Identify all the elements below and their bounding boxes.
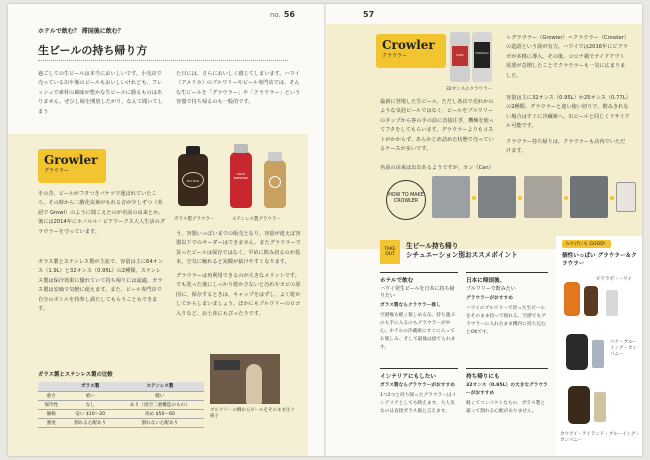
comparison-header: ガラス製 bbox=[65, 382, 116, 391]
crowler-can-left-label: HANA bbox=[452, 46, 468, 66]
page-marker: no. bbox=[270, 11, 281, 19]
crowler-tag bbox=[376, 34, 446, 68]
step-photo bbox=[570, 176, 608, 218]
comparison-header: ステンレス製 bbox=[116, 382, 204, 391]
growler-tag-en: Growler bbox=[44, 153, 98, 167]
take-out-sticker: TAKE OUT bbox=[380, 240, 400, 264]
gutter bbox=[324, 4, 326, 456]
glass-growler-caption: ガラス製グラウラー bbox=[174, 217, 215, 222]
situation-after-return-bubble: グラウラーがおすすめ bbox=[466, 296, 513, 301]
souvenir-badge: みやげにも GOOD！ bbox=[562, 240, 611, 248]
magazine-spread bbox=[8, 4, 642, 456]
situation-after-return bbox=[466, 272, 548, 347]
left-page-number bbox=[270, 10, 298, 19]
glass-growler-label: MAHIKAI bbox=[182, 172, 204, 188]
comparison-header-row bbox=[38, 382, 204, 391]
glass-growler-cap bbox=[186, 146, 200, 155]
row-label: 重さ bbox=[38, 391, 65, 400]
crowler-can-caption: 32オンスのクラウラー bbox=[446, 87, 493, 92]
brewery-pour-photo bbox=[210, 354, 280, 404]
growler-tag bbox=[38, 149, 106, 183]
step-arrow bbox=[518, 196, 522, 200]
souvenir-label-1: ビアラボ・ハワイ bbox=[596, 277, 632, 282]
gold-steel-growler-image bbox=[264, 160, 286, 208]
gold-growler-mark bbox=[269, 176, 281, 188]
gold-growler-cap bbox=[268, 152, 282, 161]
row-label: 価格 bbox=[38, 409, 65, 418]
person-silhouette bbox=[246, 364, 262, 404]
table-cell: なし bbox=[65, 400, 116, 409]
tap-rack bbox=[214, 360, 240, 370]
steel-growler-caption: ステンレス製グラウラー bbox=[232, 217, 281, 222]
growler-col-2: ガラス製とステンレス製が主流で、容量は主に64オンス（1.9L）と32オンス（0.95L）の2種類。ステンレス製は保冷効果に優れていて持ち帰りには最適。ガラス製は安価で気軽に使えます。また、ビール専門店で自分のボトルを持参し満たしてもらうこともできます。 bbox=[38, 259, 164, 313]
table-row bbox=[38, 418, 204, 427]
red-growler-cap bbox=[234, 144, 248, 153]
dark-growler-image bbox=[568, 386, 590, 424]
situation-interior-head: インテリアにもしたい bbox=[380, 374, 436, 380]
row-label: 保冷性 bbox=[38, 400, 65, 409]
right-page-number bbox=[360, 10, 377, 19]
table-cell: 割れる心配あり bbox=[65, 418, 116, 427]
page-number-57: 57 bbox=[363, 10, 375, 19]
tan-can-image bbox=[594, 392, 606, 422]
orange-growler-image bbox=[564, 282, 580, 316]
article-kicker: ホテルで飲む？ 滞国後に飲む？ bbox=[38, 28, 124, 35]
intro-col-1: 過ごしての生ビールは本当においしいです。小売店で売っている缶や瓶のビールもおいしいけれども、フレッシュで素材の風味が豊かな生ビールに勝るものはありません。ぜひし帰を開放したがり、なんて聞いてしまう bbox=[38, 71, 163, 115]
row-label: 強度 bbox=[38, 418, 65, 427]
step-photo bbox=[432, 176, 470, 218]
table-row bbox=[38, 409, 204, 418]
step-arrow bbox=[472, 196, 476, 200]
red-steel-growler-image bbox=[230, 152, 252, 208]
table-cell: あり（真空二重構造のもの） bbox=[116, 400, 204, 409]
situation-hotel-head: ホテルで飲む bbox=[380, 278, 414, 284]
table-row bbox=[38, 391, 204, 400]
step-arrow bbox=[610, 196, 614, 200]
table-cell: 軽い bbox=[116, 391, 204, 400]
situation-interior-body: 1つ2つと持ち帰ったグラウラーはインテリアとしても映えます。大人気なのは直接ガラス瓶と言えます。 bbox=[380, 393, 457, 414]
label-can-image bbox=[592, 340, 604, 368]
intro-col-2: た日には、さらにおいしく感じてしまいます。ハワイ（アメリカ）のブルワリーやビール専門店では、そんな生ビールを「グラウラー」や「クラウラー」という容器で持ち帰るのも一般的です。 bbox=[176, 71, 301, 106]
situation-title-line1: 生ビール持ち帰り bbox=[406, 242, 459, 250]
situation-after-return-sub: ブルワリーで飲みたい bbox=[466, 286, 516, 292]
situation-hotel-sub: ハワイ発生ビールを日本に持ち帰りたい bbox=[380, 286, 455, 299]
situation-hotel-body: 空港後も軽く楽しめる缶。持ち運ぶのも手に入るのもグラウラーが中心。ホテルの冷蔵庫にすぐに入ってお楽しみ、そして最後は捨てられます。 bbox=[380, 313, 456, 350]
situation-takeaway-head: 持ち帰りにも bbox=[466, 374, 500, 380]
crowler-tag-kana: クラウラー bbox=[382, 53, 408, 59]
black-growler-image bbox=[566, 334, 588, 370]
souvenir-label-3: カウアイ・アイランド・ブルーイング・カンパニー bbox=[560, 432, 640, 443]
souvenir-label-2: コナ・ブルーイング・カンパニー bbox=[610, 340, 637, 357]
situation-after-return-head: 日本に帰国後、 bbox=[466, 278, 506, 284]
growler-col-1: その昔、ビールがフタつきバケツで運ばれていたころ、その時から二酸化炭素がもれる音が少しずつ（英語で Growl）のように聞こえたのが名前の由来とか。後には2014年にホノルル・ビアワークス大人生活のグラウラーを守っています。 bbox=[38, 191, 165, 235]
situation-takeaway-bubble: 32オンス（0.95L）の大きなグラウラーがおすすめ bbox=[466, 383, 548, 396]
step-arrow bbox=[564, 196, 568, 200]
souvenir-title: 個性いっぱい グラウラー＆クラウラー bbox=[562, 253, 637, 267]
table-cell: 重い bbox=[65, 391, 116, 400]
table-cell: 安い $10〜20 bbox=[65, 409, 116, 418]
table-row bbox=[38, 400, 204, 409]
step-photo-final bbox=[616, 182, 636, 212]
situation-title bbox=[406, 242, 518, 260]
crowler-can-right bbox=[472, 32, 492, 82]
article-title: 生ビールの持ち帰り方 bbox=[38, 44, 148, 57]
growler-col-4: グラウラーは再利用できるのが大きなメリットです。でも洗った後にしっかり乾かさないと汚れやカビの原因に。保存するときは、キャップをはずし、よく乾かしてからしまいましょう。ほかにもブルワリーのロゴ入りなど、お土産にもぴったりです。 bbox=[176, 273, 301, 317]
crowler-can-left bbox=[450, 32, 470, 82]
situation-hotel-bubble: ガラス製ならクラウラー推し bbox=[380, 303, 441, 308]
red-growler-mark: MAUI BREWING bbox=[233, 172, 249, 180]
crowler-col-1: 最新に登場した生ビール。ただし各店で売れかのような気泡ビールではなく、ビールをブルワリーのタップから客の手の前に直接注ぎ、機械を使ってフタをしてもらいます。グラウラーよりもコストがかからず、あらかじめ詰めた状態で売っているケースが多いです。 bbox=[380, 99, 494, 153]
crowler-tag-en: Crowler bbox=[382, 38, 435, 52]
growler-tag-kana: グラウラー bbox=[44, 168, 70, 174]
glass-growler-image bbox=[178, 154, 208, 206]
crowler-col-3: 容量は主に32オンス（0.95L）か25オンス（0.77L）の2種類。グラウラーと違い使い切りで、飲みきれない場合はすぐに冷蔵庫へ。缶ビールと同じくリサイクル可能です。 bbox=[506, 95, 630, 130]
brown-growler-image bbox=[584, 286, 598, 316]
title-divider bbox=[38, 60, 288, 61]
step-photo bbox=[524, 176, 562, 218]
situation-hotel bbox=[380, 272, 458, 354]
step-photo bbox=[478, 176, 516, 218]
situation-takeaway-body: 軽くてコンパクトなもの、ガラス製と違って割れる心配がありません。 bbox=[466, 401, 546, 414]
comparison-table bbox=[38, 382, 204, 428]
crowler-col-4: クラウラー持ち帰りは、クラウラーも店内でいただけます。 bbox=[506, 139, 626, 155]
table-cell: 高め $50〜60 bbox=[116, 409, 204, 418]
situation-interior-bubble: ガラス製ならグラウラーがおすすめ bbox=[380, 383, 455, 388]
growler-col-3: う。容器いっぱいまでの販売となり、容量が違えば容器以下でのオーダーはできません。またグラウラーで買ったビールは保存ではなく、早めに飲み切るのが基本。空気に触れると炭酸が抜けやすくなります。 bbox=[176, 231, 301, 266]
comparison-header bbox=[38, 382, 65, 391]
crowler-can-image bbox=[606, 290, 618, 316]
crowler-col-1b: 名前の由来は缶缶あるようですが、カン（Can） bbox=[380, 165, 494, 171]
photo-caption: ブルワリーの樽からビールをそのまま注ぐ様子 bbox=[210, 408, 296, 419]
situation-takeaway bbox=[466, 368, 548, 440]
table-cell: 割れない心配あり bbox=[116, 418, 204, 427]
crowler-col-2: ＋グラウラー（Growler）＝クラウラー（Crowler）の造語という説が有力。ハワイでは2016年にビアラボが本格に導入。その後、コロナ禍でテイクアウト需要が急増したことでクラウラーも一気に広まりました。 bbox=[506, 35, 630, 79]
souvenir-sidebar bbox=[556, 236, 642, 456]
comparison-title: ガラス製とステンレス製の比較 bbox=[38, 372, 113, 378]
crowler-can-right-label: HONOLULU bbox=[474, 42, 490, 68]
page-number-56: 56 bbox=[283, 10, 295, 19]
situation-after-return-body: ハワイのブルワリーで買った生ビールをそのまま持って帰れる。空港でもグラウラーに入れたまま機内に持ち込むとOKです。 bbox=[466, 306, 546, 335]
how-to-make-crowler-badge: HOW TO MAKE CROWLER bbox=[386, 180, 426, 220]
situation-interior bbox=[380, 368, 458, 432]
situation-title-line2: シチュエーション別おススメポイント bbox=[406, 251, 518, 259]
